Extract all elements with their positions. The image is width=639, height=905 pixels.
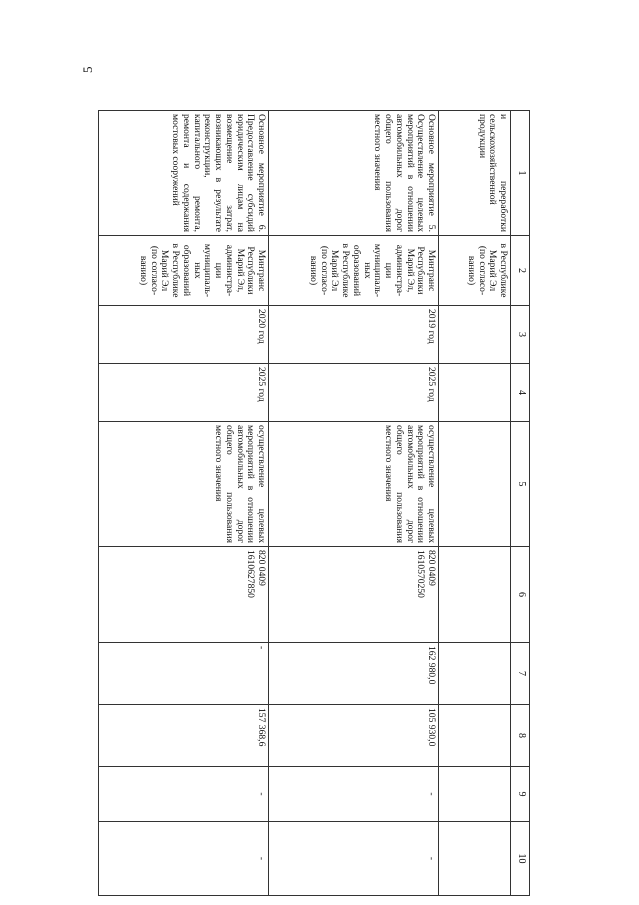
cell-col-9: - [99, 767, 269, 822]
cell-direction: осуществление целевых мероприятий в отношении автомобильных дорог общего пользования местного значения [269, 422, 439, 547]
cell-end-year: 2025 год [99, 364, 269, 422]
table-row [269, 111, 439, 896]
cell-start-year: 2019 год [269, 306, 439, 364]
cell-amount-7: 162 980,0 [269, 643, 439, 705]
cell-start-year: 2020 год [99, 306, 269, 364]
cell-executor: в Республике Марий Эл (по согласо- ванию) [439, 236, 511, 306]
column-header-4: 4 [511, 364, 530, 422]
cell-direction [439, 422, 511, 547]
cell-measure: Основное мероприятие 6. Предоставление субсидий юридическим лицам на возмещение затрат, возникающих в результате реконструкции, капитального ремонта, ремонта и содержания мостовых сооружений [99, 111, 269, 236]
cell-budget-code: 820 0409 1610570250 [269, 547, 439, 643]
cell-measure: и переработки сельскохозяйственной продукции [439, 111, 511, 236]
cell-amount-8 [439, 705, 511, 767]
measures-table [98, 110, 530, 896]
column-header-9: 9 [511, 767, 530, 822]
column-header-1: 1 [511, 111, 530, 236]
cell-amount-8: 157 368,6 [99, 705, 269, 767]
cell-col-9: - [269, 767, 439, 822]
column-header-2: 2 [511, 236, 530, 306]
page-number: 5 [80, 66, 95, 73]
cell-col-10 [439, 822, 511, 896]
cell-amount-7 [439, 643, 511, 705]
cell-start-year [439, 306, 511, 364]
document-table-rotated [98, 110, 530, 895]
column-header-7: 7 [511, 643, 530, 705]
cell-end-year [439, 364, 511, 422]
cell-col-9 [439, 767, 511, 822]
column-header-6: 6 [511, 547, 530, 643]
table-row [439, 111, 511, 896]
table-row [99, 111, 269, 896]
cell-col-10: - [269, 822, 439, 896]
cell-col-10: - [99, 822, 269, 896]
cell-budget-code [439, 547, 511, 643]
cell-end-year: 2025 год [269, 364, 439, 422]
column-header-5: 5 [511, 422, 530, 547]
header-row [511, 111, 530, 896]
column-header-8: 8 [511, 705, 530, 767]
column-header-3: 3 [511, 306, 530, 364]
cell-measure: Основное мероприятие 5. Осуществление целевых мероприятий в отношении автомобильных дорог общего пользования местного значения [269, 111, 439, 236]
cell-direction: осуществление целевых мероприятий в отношении автомобильных дорог общего пользования местного значения [99, 422, 269, 547]
cell-amount-8: 105 930,0 [269, 705, 439, 767]
cell-budget-code: 820 0409 1610627850 [99, 547, 269, 643]
cell-executor: Минтранс Республики Марий Эл, администра- ции муниципаль- ных образований в Республике Марий Эл (по согласо- ванию) [269, 236, 439, 306]
column-header-10: 10 [511, 822, 530, 896]
cell-amount-7: - [99, 643, 269, 705]
cell-executor: Минтранс Республики Марий Эл, администра- ции муниципаль- ных образований в Республике Марий Эл (по согласо- ванию) [99, 236, 269, 306]
